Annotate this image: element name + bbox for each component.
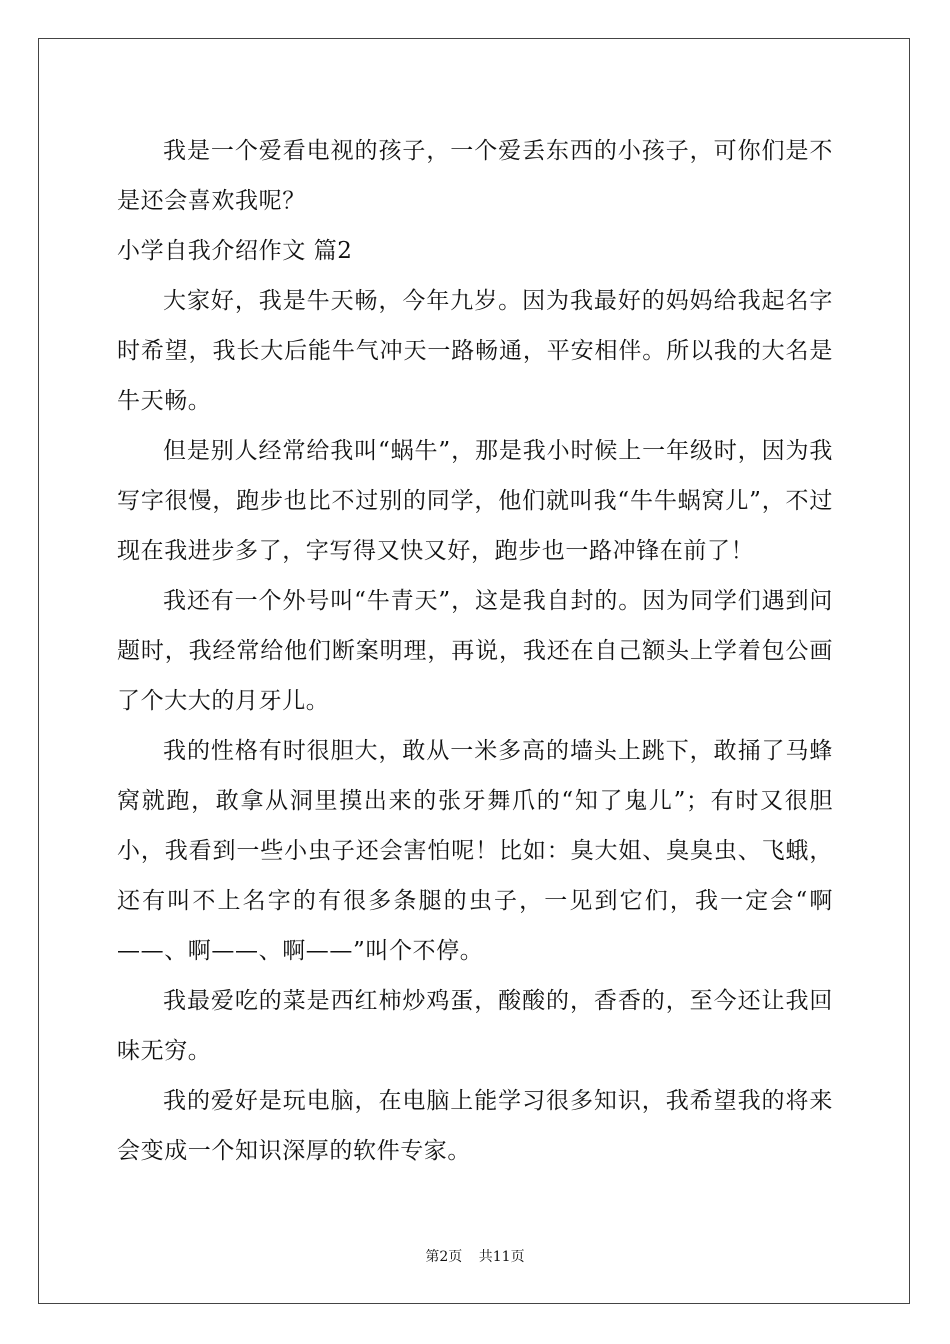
paragraph-7: 我的爱好是玩电脑，在电脑上能学习很多知识，我希望我的将来会变成一个知识深厚的软件专家。 bbox=[117, 1088, 833, 1164]
page-total: 共11页 bbox=[478, 1249, 525, 1265]
paragraph-6: 我最爱吃的菜是西红柿炒鸡蛋，酸酸的，香香的，至今还让我回味无穷。 bbox=[117, 988, 833, 1064]
paragraph-4: 我还有一个外号叫“牛青天”，这是我自封的。因为同学们遇到问题时，我经常给他们断案明理，再说，我还在自己额头上学着包公画了个大大的月牙儿。 bbox=[117, 588, 833, 714]
page-number: 第2页 bbox=[425, 1249, 463, 1265]
paragraph-3: 但是别人经常给我叫“蜗牛”，那是我小时候上一年级时，因为我写字很慢，跑步也比不过别的同学，他们就叫我“牛牛蜗窝儿”，不过现在我进步多了，字写得又快又好，跑步也一路冲锋在前了！ bbox=[117, 438, 833, 564]
paragraph-2: 大家好，我是牛天畅，今年九岁。因为我最好的妈妈给我起名字时希望，我长大后能牛气冲天一路畅通，平安相伴。所以我的大名是牛天畅。 bbox=[117, 288, 833, 414]
paragraph-5: 我的性格有时很胆大，敢从一米多高的墙头上跳下，敢捅了马蜂窝就跑，敢拿从洞里摸出来的张牙舞爪的“知了鬼儿”；有时又很胆小，我看到一些小虫子还会害怕呢！比如：臭大姐、臭臭虫、飞蛾，还有叫不上名字的有很多条腿的虫子，一见到它们，我一定会“啊——、啊——、啊——”叫个不停。 bbox=[117, 738, 833, 964]
page-footer bbox=[0, 1246, 950, 1266]
document-body bbox=[117, 126, 833, 1176]
paragraph-1: 我是一个爱看电视的孩子，一个爱丢东西的小孩子，可你们是不是还会喜欢我呢？ bbox=[117, 138, 833, 214]
section-heading: 小学自我介绍作文 篇2 bbox=[117, 238, 353, 264]
